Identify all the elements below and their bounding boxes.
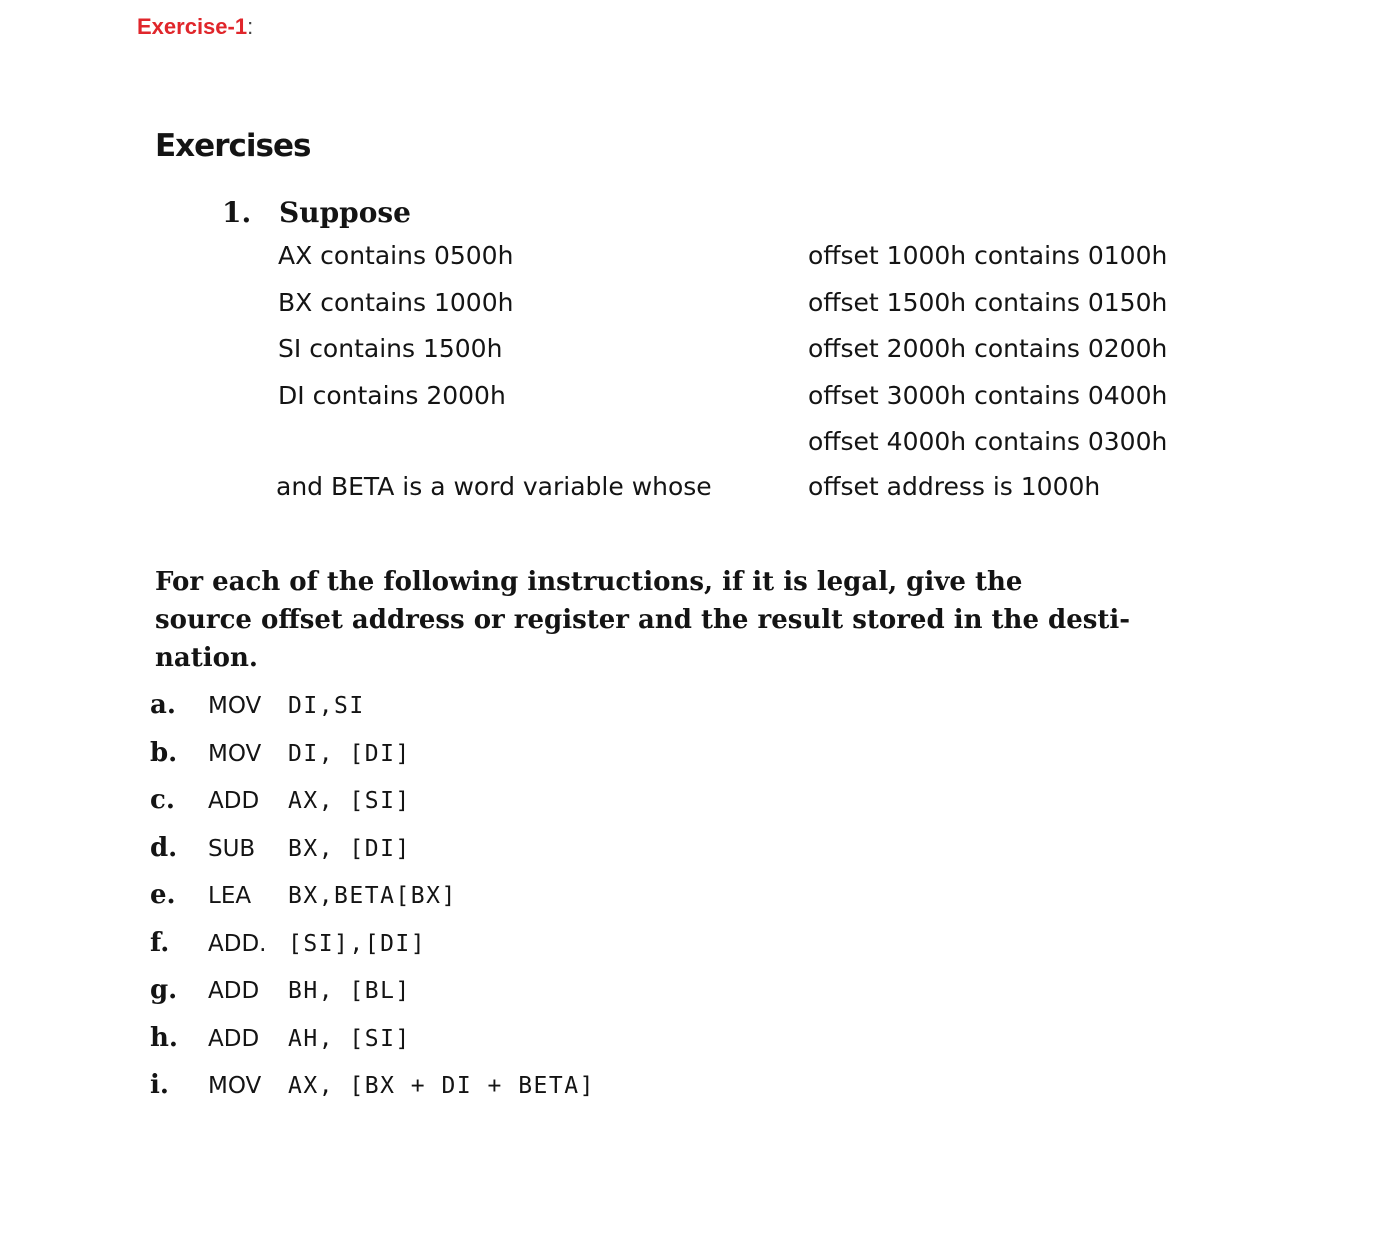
section-title: Exercises [155, 128, 311, 164]
instruction-item-d [150, 831, 595, 879]
prompt-line: source offset address or register and the result stored in the desti- [155, 605, 1131, 635]
register-list [278, 240, 513, 426]
instruction-opcode: SUB [208, 835, 256, 862]
instruction-operands: DI,SI [288, 693, 365, 719]
instruction-item-g [150, 973, 595, 1021]
exercise-heading-label: Exercise-1 [137, 14, 248, 39]
instruction-opcode: ADD [208, 1025, 260, 1052]
memory-offset-2000: offset 2000h contains 0200h [808, 334, 1168, 363]
memory-list [808, 240, 1167, 473]
instruction-operands: BH, [BL] [288, 978, 411, 1004]
instruction-operands: BX, [DI] [288, 835, 411, 862]
beta-definition [276, 472, 1101, 501]
beta-definition-tail: offset address is 1000h [808, 472, 1101, 501]
instruction-letter: a. [150, 690, 176, 720]
memory-offset-1500: offset 1500h contains 0150h [808, 287, 1168, 317]
exercise-intro: Suppose [279, 196, 411, 229]
instruction-operands: AH, [SI] [288, 1025, 411, 1052]
instruction-operands: [SI],[DI] [288, 930, 427, 957]
register-di: DI contains 2000h [278, 380, 506, 410]
instruction-letter: e. [150, 880, 176, 910]
instruction-opcode: ADD. [208, 930, 267, 957]
instruction-letter: f. [150, 927, 170, 958]
instruction-item-h [150, 1021, 595, 1069]
instruction-letter: i. [150, 1070, 169, 1100]
instruction-opcode: MOV [208, 1073, 262, 1099]
instruction-opcode: ADD [208, 978, 260, 1004]
instruction-item-i [150, 1068, 595, 1116]
instruction-letter: d. [150, 832, 178, 863]
instruction-item-a [150, 688, 595, 736]
prompt-line: For each of the following instructions, if it is legal, give the [155, 567, 1023, 597]
instruction-opcode: LEA [208, 883, 252, 909]
memory-offset-4000: offset 4000h contains 0300h [808, 427, 1168, 456]
instruction-letter: c. [150, 785, 175, 815]
register-ax: AX contains 0500h [278, 241, 514, 270]
instruction-operands: AX, [BX + DI + BETA] [288, 1073, 595, 1099]
instruction-opcode: MOV [208, 693, 262, 719]
instruction-item-b [150, 736, 595, 784]
instruction-item-f [150, 926, 595, 974]
instruction-list [150, 688, 595, 1116]
register-bx: BX contains 1000h [278, 287, 514, 317]
instruction-opcode: MOV [208, 740, 262, 767]
exercise-heading-colon: : [247, 14, 254, 39]
instruction-opcode: ADD [208, 788, 260, 814]
exercise-prompt [155, 563, 1155, 677]
instruction-item-e [150, 878, 595, 926]
instruction-letter: b. [150, 737, 178, 768]
instruction-letter: h. [150, 1022, 178, 1053]
instruction-letter: g. [150, 975, 178, 1005]
instruction-operands: AX, [SI] [288, 788, 411, 814]
prompt-line: nation. [155, 643, 258, 673]
beta-definition-lead: and BETA is a word variable whose [276, 472, 712, 501]
memory-offset-3000: offset 3000h contains 0400h [808, 380, 1168, 410]
instruction-operands: BX,BETA[BX] [288, 883, 457, 909]
instruction-item-c [150, 783, 595, 831]
instruction-operands: DI, [DI] [288, 740, 411, 767]
register-si: SI contains 1500h [278, 334, 503, 363]
exercise-number: 1. [222, 196, 252, 229]
memory-offset-1000: offset 1000h contains 0100h [808, 241, 1168, 270]
